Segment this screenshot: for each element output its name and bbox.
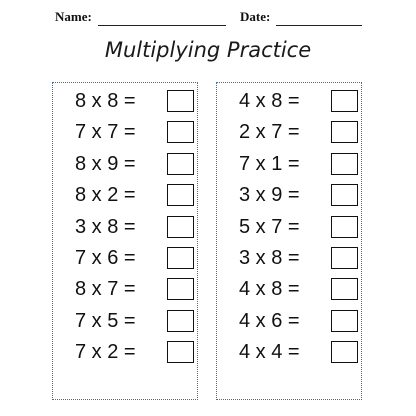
answer-box[interactable] (167, 341, 194, 363)
answer-box[interactable] (331, 184, 358, 206)
problem-column-right (216, 82, 362, 400)
problem-row (53, 152, 197, 176)
problem-row (217, 246, 361, 270)
date-label: Date: (240, 9, 271, 24)
problem-text: 8 x 7 = (75, 278, 136, 301)
problem-row (53, 309, 197, 333)
worksheet-title: Multiplying Practice (104, 38, 312, 62)
answer-box[interactable] (167, 153, 194, 175)
problem-text: 7 x 5 = (75, 309, 136, 332)
problem-column-left (52, 82, 198, 400)
answer-box[interactable] (331, 90, 358, 112)
date-line[interactable] (276, 25, 362, 26)
problem-row (53, 89, 197, 113)
answer-box[interactable] (331, 153, 358, 175)
problem-row (217, 183, 361, 207)
problem-row (53, 183, 197, 207)
problem-text: 4 x 8 = (239, 278, 300, 301)
problem-row (53, 277, 197, 301)
problem-text: 7 x 7 = (75, 121, 136, 144)
answer-box[interactable] (331, 121, 358, 143)
problem-row (53, 246, 197, 270)
problem-text: 3 x 9 = (239, 184, 300, 207)
problem-row (217, 152, 361, 176)
answer-box[interactable] (167, 184, 194, 206)
problem-row (217, 340, 361, 364)
problem-row (217, 89, 361, 113)
problem-text: 7 x 2 = (75, 341, 136, 364)
worksheet-header (0, 6, 416, 28)
problem-text: 2 x 7 = (239, 121, 300, 144)
problem-text: 8 x 2 = (75, 184, 136, 207)
problem-text: 8 x 8 = (75, 90, 136, 112)
problem-row (217, 277, 361, 301)
answer-box[interactable] (167, 121, 194, 143)
answer-box[interactable] (167, 90, 194, 112)
answer-box[interactable] (331, 310, 358, 332)
answer-box[interactable] (167, 278, 194, 300)
answer-box[interactable] (167, 247, 194, 269)
problem-text: 3 x 8 = (75, 215, 136, 238)
problem-row (217, 309, 361, 333)
problem-text: 4 x 6 = (239, 309, 300, 332)
answer-box[interactable] (167, 216, 194, 238)
answer-box[interactable] (331, 247, 358, 269)
answer-box[interactable] (331, 216, 358, 238)
name-line[interactable] (98, 25, 226, 26)
problem-text: 7 x 6 = (75, 247, 136, 269)
problem-row (217, 120, 361, 144)
problem-row (53, 215, 197, 239)
problem-text: 4 x 4 = (239, 341, 300, 364)
problem-row (217, 215, 361, 239)
problem-row (53, 340, 197, 364)
problem-text: 3 x 8 = (239, 247, 300, 269)
answer-box[interactable] (331, 278, 358, 300)
name-label: Name: (55, 9, 92, 24)
answer-box[interactable] (331, 341, 358, 363)
problem-text: 5 x 7 = (239, 215, 300, 238)
answer-box[interactable] (167, 310, 194, 332)
problem-text: 8 x 9 = (75, 152, 136, 175)
problem-row (53, 120, 197, 144)
problem-text: 7 x 1 = (239, 152, 300, 175)
problem-text: 4 x 8 = (239, 90, 300, 112)
